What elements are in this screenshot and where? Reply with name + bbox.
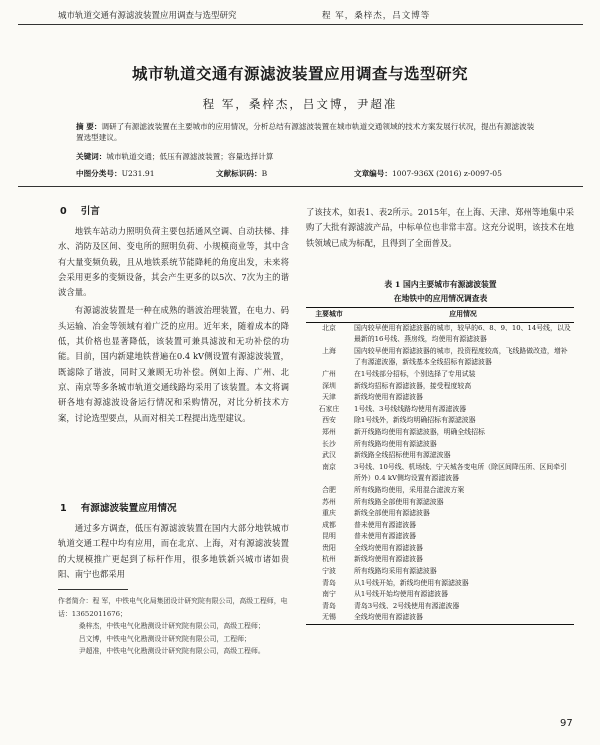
application-cell: 国内较早使用有源滤波器的城市，投资程度较高，飞线路做改造，增补了有源滤波器，新线基本全线招标有源滤波器 [354,346,568,367]
paragraph: 有源滤波装置是一种在成熟的谐波治理装置，在电力、码头运输、冶金等领域有着广泛的应用。近年来，随着成本的降低，其价格也显著降低，该装置可兼具滤波和无功补偿的功能。目前，国内新建地铁普遍在0.4 kV侧设置有源滤波装置，既滤除了谐波，同时又兼顾无功补偿。例如上海、广州、北京、南京等多条城市轨道交通线路均采用了该装置。本文将调研各地有源滤波设备运行情况和采购情况，对比分析技术方案，讨论选型要点，从而对相关工程提出选型建议。 [58,305,289,423]
running-header-authors: 程 军，桑梓杰，吕文博等 [322,11,431,21]
table-subcaption: 在地铁中的应用情况调查表 [393,294,488,303]
city-cell: 成都 [322,520,336,529]
author-note: 桑梓杰，中铁电气化勘测设计研究院有限公司，高级工程师； [78,622,265,630]
running-header-title: 城市轨道交通有源滤波装置应用调查与选型研究 [58,11,237,21]
table-caption: 表 1 国内主要城市有源滤波装置 [384,280,497,289]
city-cell: 杭州 [322,555,336,564]
abstract [76,121,536,143]
application-cell: 3号线、10号线、机场线、宁天城各变电所（除区间降压所、区间牵引所外）0.4 kV侧均设置有源滤波器 [354,462,567,483]
city-application-table [306,307,574,625]
table-row [306,346,574,369]
keywords-text: 城市轨道交通；低压有源滤波装置；容量选择计算 [106,152,274,161]
author-list: 程 军，桑梓杰，吕文博，尹超准 [202,97,398,111]
clc-label: 中图分类号： [76,169,122,178]
right-column-text [306,205,574,251]
column-header: 应用情况 [352,308,574,323]
table-row [306,520,574,532]
city-cell: 深圳 [322,381,336,390]
table-row [306,497,574,509]
table-row [306,589,574,601]
author-note: 尹超准，中铁电气化勘测设计研究院有限公司，高级工程师。 [78,647,265,655]
application-cell: 所有线路均使用，采用混合滤波方案 [354,485,465,494]
keywords-label: 关键词： [76,152,107,161]
city-cell: 南京 [322,462,336,471]
table-body [306,322,574,624]
table-row [306,566,574,578]
paper-title: 城市轨道交通有源滤波装置应用调查与选型研究 [131,65,468,83]
table-row [306,404,574,416]
table-row [306,450,574,462]
city-cell: 武汉 [322,451,336,460]
abstract-text: 调研了有源滤波装置在主要城市的应用情况，分析总结有源滤波装置在城市轨道交通领域的技术方案发展行状况，提出有源滤波装置选型建议。 [76,122,535,142]
clc-number [76,168,155,179]
article-number [354,168,502,179]
city-cell: 广州 [322,369,336,378]
application-cell: 所有线路均使用有源滤波器 [354,439,437,448]
city-cell: 贵阳 [322,543,336,552]
table-row [306,508,574,520]
clc-value: U231.91 [121,169,155,178]
application-cell: 新线路全线招标使用有源滤波器 [354,451,451,460]
application-cell: 青岛3号线、2号线使用有源滤波器 [354,601,460,610]
table-row [306,554,574,566]
application-cell: 新开线路均使用有源滤波器，明确全线招标 [354,427,485,436]
city-cell: 昆明 [322,532,336,541]
city-cell: 苏州 [322,497,336,506]
city-cell: 合肥 [322,485,336,494]
application-cell: 新线均招标有源滤波器，接受程度较高 [354,381,472,390]
doc-label: 文献标识码： [216,169,262,178]
city-cell: 宁波 [322,567,336,576]
doc-value: B [261,169,268,178]
city-cell: 西安 [322,416,336,425]
table-row [306,439,574,451]
application-cell: 1号线、3号线线路均使用有源滤波器 [354,404,467,413]
author-note: 作者简介：程 军，中铁电气化局集团设计研究院有限公司，高级工程师，电话：13652011676； [58,597,288,618]
city-cell: 青岛 [322,578,336,587]
table-row [306,392,574,404]
city-cell: 青岛 [322,601,336,610]
application-cell: 从1号线开始，新线均使用有源滤波器 [354,578,469,587]
abstract-rule [18,186,583,187]
table-row [306,485,574,497]
city-cell: 南宁 [322,590,336,599]
table-row [306,427,574,439]
application-cell: 在1号线部分招标，个别选择了专用试装 [354,369,476,378]
city-cell: 无锡 [306,612,352,624]
art-value: 1007-936X (2016) z-0097-05 [391,169,502,178]
footnote-rule [58,589,128,590]
author-note: 吕文博，中铁电气化勘测设计研究院有限公司，工程师； [78,634,251,643]
application-cell: 新线全部使用有源滤波器 [354,509,430,518]
table-row [306,322,574,346]
application-cell: 所有线路全部使用有源滤波器 [354,497,444,506]
application-cell: 国内较早使用有源滤波器的城市，较早的6、8、9、10、14号线，以及最新的16号线、燕房线，均使用有源滤波器 [354,323,571,344]
city-cell: 郑州 [322,427,336,436]
table-row [306,601,574,613]
art-label: 文章编号： [354,169,392,178]
section-title: 引言 [80,206,100,217]
city-cell: 长沙 [322,439,336,448]
table-row [306,369,574,381]
section-heading-application [60,500,191,514]
header-rule [18,24,583,25]
city-cell: 石家庄 [318,404,340,413]
doc-code [216,168,267,179]
application-cell: 所有线路均采用有源滤波器 [354,567,437,576]
abstract-label: 摘 要： [76,122,102,131]
keywords [76,151,536,162]
city-cell: 天津 [322,393,336,402]
application-cell: 全线均使用有源滤波器 [354,543,423,552]
paragraph: 了该技术，如表1、表2所示。2015年，在上海、天津、郑州等地集中采购了大批有源滤波产品，中标单位也非常丰富。这充分说明，该技术在地铁领域已成为标配，且得到了全面普及。 [306,207,574,248]
application-text [58,521,289,582]
table-row [306,415,574,427]
intro-text [58,224,289,426]
city-cell: 重庆 [322,509,336,518]
section-heading-intro [60,203,114,217]
city-cell: 上海 [322,346,336,355]
section-number: 1 [60,503,67,514]
application-cell: 新线均使用有源滤波器 [354,555,423,564]
table-row [306,612,574,624]
application-cell: 全线均使用有源滤波器 [352,612,574,624]
table-row [306,543,574,555]
application-cell: 从1号线开始均使用有源滤波器 [354,590,448,599]
section-title: 有源滤波装置应用情况 [80,503,177,514]
page-number: 97 [560,718,573,729]
section-number: 0 [60,206,67,217]
application-cell: 新线均使用有源滤波器 [354,393,423,402]
application-cell: 除1号线外，新线均明确招标有源滤波器 [354,416,476,425]
paragraph: 地铁车站动力照明负荷主要包括通风空调、自动扶梯、排水、消防及区间、变电所的照明负荷、小规模商业等，其中含有大量变频负载，且从地铁系统节能降耗的角度出发，未来将会采用更多的变频设备，其会产生更多的以5次、7次为主的谐波含量。 [58,226,289,298]
paragraph: 通过多方调查，低压有源滤波装置在国内大部分地铁城市轨道交通工程中均有应用，而在北京、上海，对有源滤波装置的大规模推广更起到了标杆作用，很多地铁新兴城市诸如贵阳、南宁也都采用 [58,523,289,579]
table-row [306,578,574,590]
table-row [306,381,574,393]
application-cell: 普未使用有源滤波器 [354,532,417,541]
city-cell: 北京 [322,323,336,332]
table-row [306,462,574,485]
column-header: 主要城市 [306,308,352,323]
table-header-row [306,308,574,323]
table-row [306,531,574,543]
application-cell: 普未使用有源滤波器 [354,520,417,529]
author-notes [58,595,288,658]
